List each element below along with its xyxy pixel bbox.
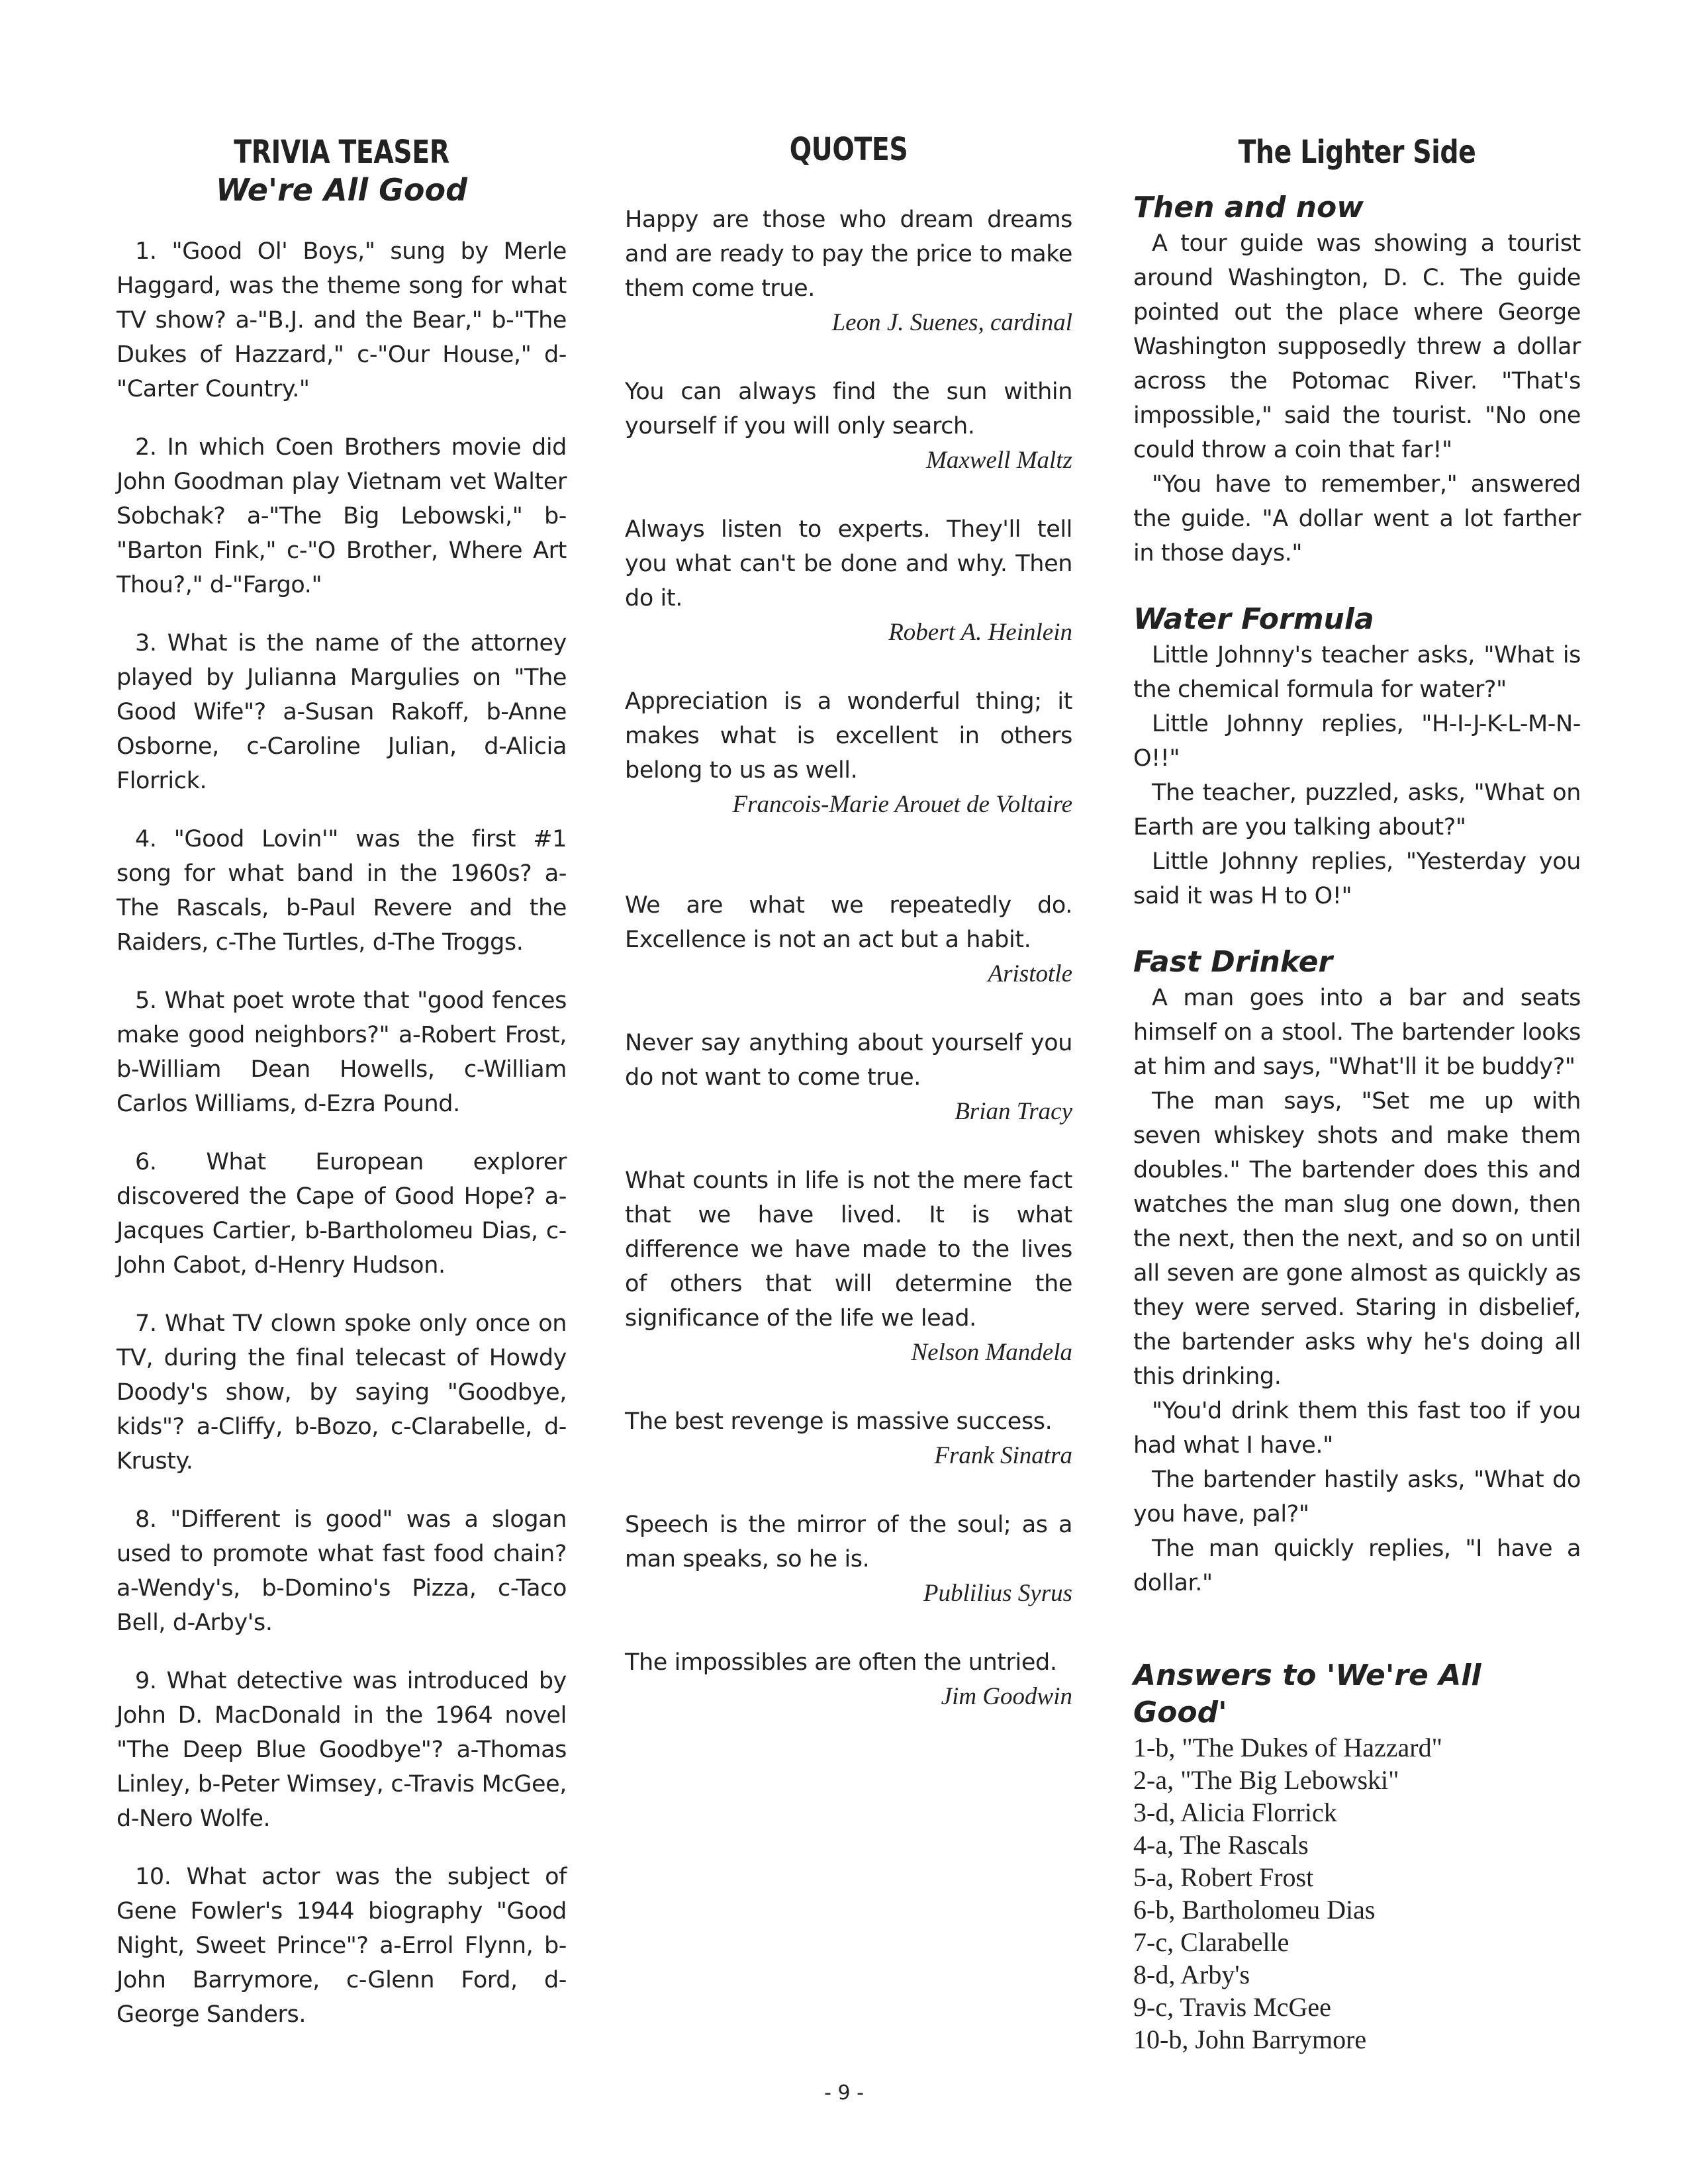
story-paragraph: "You have to remember," answered the guide. "A dollar went a lot farther in those days." <box>1133 471 1581 567</box>
lighter-side-column <box>1133 132 1581 2056</box>
answer-item: 7-c, Clarabelle <box>1133 1927 1289 1957</box>
quote-text: You can always find the sun within yourself if you will only search. <box>625 379 1072 439</box>
story-paragraph: Little Johnny replies, "Yesterday you said it was H to O!" <box>1133 848 1581 909</box>
trivia-question: 4. "Good Lovin'" was the first #1 song for what band in the 1960s? a-The Rascals, b-Paul Revere and the Raiders, c-The Turtles, d-The Troggs. <box>117 826 567 956</box>
story-paragraph: A man goes into a bar and seats himself on a stool. The bartender looks at him and says, "What'll it be buddy?" <box>1133 985 1581 1080</box>
quote-block <box>625 684 1072 822</box>
quote-block <box>625 888 1072 991</box>
story-paragraph: The man says, "Set me up with seven whiskey shots and make them doubles." The bartender does this and watches the man slug one down, then the next, then the next, and so on until all seven are gone almost as quickly as they were served. Staring in disbelief, the bartender asks why he's doing all this drinking. <box>1133 1088 1581 1390</box>
story-title: Then and now <box>1133 191 1364 224</box>
story-fast-drinker <box>1133 944 1581 1600</box>
trivia-question: 2. In which Coen Brothers movie did John Goodman play Vietnam vet Walter Sobchak? a-"The Big Lebowski," b-"Barton Fink," c-"O Brother, Where Art Thou?," d-"Fargo." <box>117 434 567 598</box>
story-title: Fast Drinker <box>1133 945 1333 979</box>
quote-block <box>625 512 1072 650</box>
trivia-question: 7. What TV clown spoke only once on TV, during the final telecast of Howdy Doody's show, by saying "Goodbye, kids"? a-Cliffy, b-Bozo, c-Clarabelle, d-Krusty. <box>117 1310 567 1475</box>
quote-block <box>625 1404 1072 1473</box>
answer-item: 2-a, "The Big Lebowski" <box>1133 1765 1399 1795</box>
quote-text: Happy are those who dream dreams and are ready to pay the price to make them come true. <box>625 206 1072 302</box>
trivia-question: 10. What actor was the subject of Gene Fowler's 1944 biography "Good Night, Sweet Prince"? a-Errol Flynn, b-John Barrymore, c-Glenn Ford, d-George Sanders. <box>117 1864 567 2028</box>
quote-text: The best revenge is massive success. <box>625 1408 1053 1435</box>
story-paragraph: Little Johnny replies, "H-I-J-K-L-M-N-O!!" <box>1133 711 1581 772</box>
story-paragraph: The bartender hastily asks, "What do you have, pal?" <box>1133 1467 1581 1527</box>
story-paragraph: The man quickly replies, "I have a dollar." <box>1133 1535 1581 1596</box>
story-paragraph: "You'd drink them this fast too if you had what I have." <box>1133 1398 1581 1459</box>
trivia-question: 9. What detective was introduced by John D. MacDonald in the 1964 novel "The Deep Blue Goodbye"? a-Thomas Linley, b-Peter Wimsey, c-Travis McGee, d-Nero Wolfe. <box>117 1668 567 1832</box>
quote-author: Publilius Syrus <box>923 1580 1072 1607</box>
quotes-column <box>625 130 1072 1749</box>
trivia-teaser-column <box>117 132 567 2056</box>
answers-title: Answers to 'We're All Good' <box>1133 1659 1481 1729</box>
quote-author: Nelson Mandela <box>911 1339 1072 1366</box>
story-paragraph: A tour guide was showing a tourist around Washington, D. C. The guide pointed out the place where George Washington supposedly threw a dollar across the Potomac River. "That's impossible," said the tourist. "No one could throw a coin that far!" <box>1133 230 1581 463</box>
answer-item: 9-c, Travis McGee <box>1133 1992 1331 2022</box>
answer-item: 8-d, Arby's <box>1133 1960 1250 1989</box>
quote-author: Francois-Marie Arouet de Voltaire <box>732 791 1072 818</box>
quote-text: We are what we repeatedly do. Excellence is not an act but a habit. <box>625 892 1072 953</box>
answer-item: 5-a, Robert Frost <box>1133 1862 1314 1892</box>
quote-author: Frank Sinatra <box>934 1442 1072 1469</box>
quote-block <box>625 1508 1072 1611</box>
trivia-question: 6. What European explorer discovered the Cape of Good Hope? a-Jacques Cartier, b-Bartholomeu Dias, c-John Cabot, d-Henry Hudson. <box>117 1149 567 1279</box>
quote-text: Speech is the mirror of the soul; as a man speaks, so he is. <box>625 1512 1072 1572</box>
quote-block <box>625 375 1072 478</box>
quote-author: Brian Tracy <box>955 1098 1072 1125</box>
quote-author: Maxwell Maltz <box>926 447 1072 474</box>
answer-item: 6-b, Bartholomeu Dias <box>1133 1895 1376 1925</box>
quote-text: Appreciation is a wonderful thing; it makes what is excellent in others belong to us as well. <box>625 688 1072 784</box>
answer-item: 3-d, Alicia Florrick <box>1133 1797 1337 1827</box>
quote-text: What counts in life is not the mere fact that we have lived. It is what difference we have made to the lives of others that will determine the significance of the life we lead. <box>625 1167 1072 1332</box>
quote-block <box>625 1026 1072 1129</box>
story-paragraph: Little Johnny's teacher asks, "What is the chemical formula for water?" <box>1133 642 1581 703</box>
trivia-question: 1. "Good Ol' Boys," sung by Merle Haggard, was the theme song for what TV show? a-"B.J. and the Bear," b-"The Dukes of Hazzard," c-"Our House," d-"Carter Country." <box>117 238 567 402</box>
lighter-title: The Lighter Side <box>1238 134 1476 171</box>
story-paragraph: The teacher, puzzled, asks, "What on Earth are you talking about?" <box>1133 780 1581 841</box>
story-water-formula <box>1133 601 1581 913</box>
quote-author: Jim Goodwin <box>941 1683 1072 1710</box>
quote-author: Aristotle <box>988 960 1072 987</box>
answer-item: 1-b, "The Dukes of Hazzard" <box>1133 1733 1442 1762</box>
quote-block <box>625 1163 1072 1370</box>
trivia-question: 5. What poet wrote that "good fences make good neighbors?" a-Robert Frost, b-William Dean Howells, c-William Carlos Williams, d-Ezra Pound. <box>117 987 567 1117</box>
answer-item: 4-a, The Rascals <box>1133 1830 1309 1860</box>
trivia-question: 3. What is the name of the attorney played by Julianna Margulies on "The Good Wife"? a-Susan Rakoff, b-Anne Osborne, c-Caroline Julian, d-Alicia Florrick. <box>117 630 567 794</box>
quote-text: Always listen to experts. They'll tell you what can't be done and why. Then do it. <box>625 516 1072 612</box>
trivia-title: TRIVIA TEASER <box>234 134 449 171</box>
trivia-question: 8. "Different is good" was a slogan used to promote what fast food chain? a-Wendy's, b-Domino's Pizza, c-Taco Bell, d-Arby's. <box>117 1506 567 1636</box>
story-then-and-now <box>1133 189 1581 570</box>
quote-block <box>625 203 1072 340</box>
story-title: Water Formula <box>1133 602 1374 636</box>
quotes-title: QUOTES <box>789 131 908 168</box>
answer-item: 10-b, John Barrymore <box>1133 2025 1367 2054</box>
answers-list <box>1133 1731 1581 2056</box>
quote-author: Robert A. Heinlein <box>888 619 1072 646</box>
page-number: - 9 - <box>824 2081 864 2105</box>
trivia-subtitle: We're All Good <box>215 172 468 208</box>
quote-text: Never say anything about yourself you do not want to come true. <box>625 1030 1072 1091</box>
quote-block <box>625 1645 1072 1714</box>
quote-author: Leon J. Suenes, cardinal <box>831 309 1072 336</box>
quote-text: The impossibles are often the untried. <box>625 1649 1057 1676</box>
